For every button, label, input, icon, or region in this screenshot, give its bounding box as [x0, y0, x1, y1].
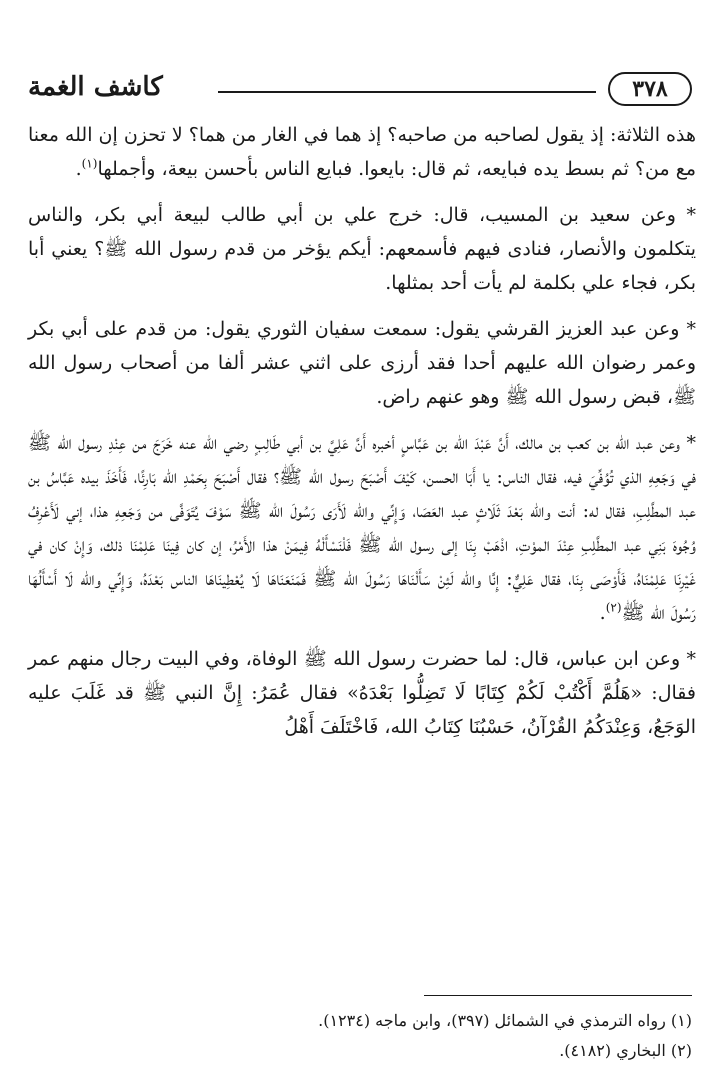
paragraph: * وعن عبد الله بن كعب بن مالك، أَنَّ عَبْدَ الله بن عَبَّاسٍ أخبره أَنَّ عَلِيَّ بن أبي طَالِبٍ رضي الله عنه خَرَجَ من عِنْدِ رسول الله ﷺ في وَجَعِهِ الذي تُوُفِّيَ فيه، فقال الناس: يا أَبَا الحسن، كَيْفَ أَصْبَحَ رسول الله ﷺ؟ فقال أَصْبَحَ بِحَمْدِ الله بَارِئًا، فَأَخَذَ بيده عَبَّاسُ بن عبد المطَّلِبِ، فقال له: أنت والله بَعْدَ ثَلَاثٍ عبد العَصَا، وَإِنِّي والله لَأَرَى رَسُولَ الله ﷺ سَوْفَ يُتَوَفَّى من وَجَعِهِ هذا، إني لَأَعْرِفُ وُجُوهَ بَنِي عبد المطَّلِبِ عِنْدَ الموْتِ، اذْهَبْ بِنَا إلى رسول الله ﷺ فَلْنَسْأَلْهُ فِيمَنْ هذا الأَمْرُ، إن كان فِينَا عَلِمْنَا ذلك، وَإِنْ كان في غَيْرِنَا عَلِمْنَاهُ، فَأَوْصَى بِنَا، فقال عَلِيٌّ: إِنَّا والله لَئِنْ سَأَلْنَاهَا رَسُولَ الله ﷺ فَمَنَعَنَاهَا لَا يُعْطِينَاهَا الناس بَعْدَهُ، وَإِنِّي والله لَا أَسْأَلُهَا رَسُولَ الله ﷺ$^{(٢)}$. [28, 432, 696, 624]
footnote-ref[interactable]: (٢) [605, 600, 622, 615]
paragraph-text: * وعن ابن عباس، قال: لما حضرت رسول الله ﷺ الوفاة، وفي البيت رجال منهم عمر فقال: «هَلُمَّ أَكْتُبْ لَكُمْ كِتَابًا لَا تَضِلُّوا بَعْدَهُ» فقال عُمَرُ: إِنَّ النبي ﷺ قد غَلَبَ عليه الوَجَعُ، وَعِنْدَكُمُ القُرْآنُ، حَسْبُنَا كِتَابُ الله، فَاخْتَلَفَ أَهْلُ [28, 648, 696, 738]
book-title: كاشف الغمة [28, 72, 163, 102]
paragraph-text: * وعن عبد العزيز القرشي يقول: سمعت سفيان الثوري يقول: من قدم على أبي بكر وعمر رضوان الله عليهم أحدا فقد أرزى على اثني عشر ألفا من أصحاب رسول الله ﷺ، قبض رسول الله ﷺ وهو عنهم راض. [28, 318, 696, 408]
page-header [28, 68, 696, 114]
paragraph-text: * وعن سعيد بن المسيب، قال: خرج علي بن أبي طالب لبيعة أبي بكر، والناس يتكلمون والأنصار، فنادى فيهم فأسمعهم: أيكم يؤخر من قدم رسول الله ﷺ؟ يعني أبا بكر، فجاء علي بكلمة لم يأت أحد بمثلها. [28, 204, 696, 294]
paragraph [28, 312, 696, 414]
main-text [28, 118, 696, 756]
paragraph [28, 642, 696, 744]
paragraph: هذه الثلاثة: إذ يقول لصاحبه من صاحبه؟ إذ هما في الغار من هما؟ لا تحزن إن الله معنا مع من؟ ثم بسط يده فبايعه، ثم قال: بايعوا. فبايع الناس بأحسن بيعة، وأجملها$^{(١)}$. [28, 124, 696, 180]
page-number: ٣٧٨ [608, 72, 692, 106]
footnote-2: (٢) البخاري (٤١٨٢). [559, 1041, 692, 1060]
footnote-1: (١) رواه الترمذي في الشمائل (٣٩٧)، وابن ماجه (١٢٣٤). [318, 1011, 692, 1030]
paragraph [28, 198, 696, 300]
footnote-ref[interactable]: (١) [81, 156, 98, 171]
footnote-rule [424, 995, 692, 996]
header-rule [218, 91, 596, 93]
paragraph-text: هذه الثلاثة: إذ يقول لصاحبه من صاحبه؟ إذ هما في الغار من هما؟ لا تحزن إن الله معنا مع من؟ ثم بسط يده فبايعه، ثم قال: بايعوا. فبايع الناس بأحسن بيعة، وأجملها [28, 124, 696, 180]
paragraph-text: * وعن عبد الله بن كعب بن مالك، أَنَّ عَبْدَ الله بن عَبَّاسٍ أخبره أَنَّ عَلِيَّ بن أبي طَالِبٍ رضي الله عنه خَرَجَ من عِنْدِ رسول الله ﷺ في وَجَعِهِ الذي تُوُفِّيَ فيه، فقال الناس: يا أَبَا الحسن، كَيْفَ أَصْبَحَ رسول الله ﷺ؟ فقال أَصْبَحَ بِحَمْدِ الله بَارِئًا، فَأَخَذَ بيده عَبَّاسُ بن عبد المطَّلِبِ، فقال له: أنت والله بَعْدَ ثَلَاثٍ عبد العَصَا، وَإِنِّي والله لَأَرَى رَسُولَ الله ﷺ سَوْفَ يُتَوَفَّى من وَجَعِهِ هذا، إني لَأَعْرِفُ وُجُوهَ بَنِي عبد المطَّلِبِ عِنْدَ الموْتِ، اذْهَبْ بِنَا إلى رسول الله ﷺ فَلْنَسْأَلْهُ فِيمَنْ هذا الأَمْرُ، إن كان فِينَا عَلِمْنَا ذلك، وَإِنْ كان في غَيْرِنَا عَلِمْنَاهُ، فَأَوْصَى بِنَا، فقال عَلِيٌّ: إِنَّا والله لَئِنْ سَأَلْنَاهَا رَسُولَ الله ﷺ فَمَنَعَنَاهَا لَا يُعْطِينَاهَا الناس بَعْدَهُ، وَإِنِّي والله لَا أَسْأَلُهَا رَسُولَ الله ﷺ [28, 432, 696, 624]
footnotes [28, 1006, 692, 1066]
